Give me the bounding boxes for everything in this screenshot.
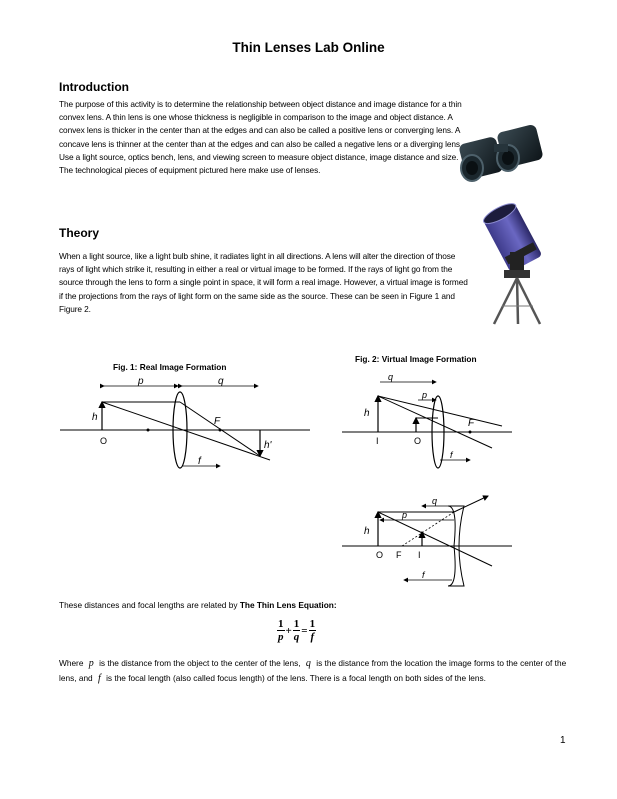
where-text-3: is the distance from the location the image forms to the center of the lens, and [59, 658, 567, 683]
theory-heading: Theory [59, 226, 100, 240]
label-f-point: F [468, 418, 475, 429]
label-q: q [432, 496, 438, 506]
label-p: p [422, 390, 428, 400]
label-f-point: F [214, 416, 221, 427]
page-number: 1 [560, 735, 566, 746]
thin-lens-equation-label: The Thin Lens Equation: [239, 600, 337, 610]
label-f: f [422, 570, 425, 580]
label-f: f [450, 450, 453, 460]
equation-intro [59, 600, 337, 610]
frac-3-denominator: f [310, 631, 315, 643]
label-i: I [376, 436, 379, 446]
label-h: h [92, 412, 98, 423]
label-o: O [100, 436, 108, 446]
equation-intro-text: These distances and focal lengths are related by [59, 600, 240, 610]
frac-2-numerator: 1 [293, 618, 300, 630]
where-text-4: is the focal length (also called focus length) of the lens. There is a focal length on both sides of the lens. [106, 673, 486, 683]
frac-2-denominator: q [293, 631, 300, 643]
where-var-f: f [98, 673, 101, 684]
label-q: q [388, 372, 394, 382]
page-title: Thin Lenses Lab Online [232, 40, 385, 55]
figure-1-caption: Fig. 1: Real Image Formation [113, 362, 227, 372]
plus-sign: + [285, 624, 292, 637]
label-o: O [376, 550, 384, 560]
where-text-2: is the distance from the object to the center of the lens, [99, 658, 301, 668]
where-var-p: p [88, 658, 94, 669]
introduction-heading: Introduction [59, 80, 129, 94]
variable-definitions [59, 656, 579, 686]
label-h-prime: h' [264, 440, 272, 451]
frac-1-numerator: 1 [278, 618, 284, 630]
label-q: q [218, 376, 224, 387]
frac-3-numerator: 1 [309, 618, 316, 630]
equals-sign: = [301, 624, 308, 637]
label-p: p [138, 376, 144, 387]
label-f-point: F [396, 550, 402, 560]
where-var-q: q [305, 658, 311, 669]
label-o: O [414, 436, 422, 446]
figure-2-diagram-bottom [342, 492, 522, 590]
label-i: I [418, 550, 421, 560]
telescope-image [480, 200, 552, 326]
introduction-paragraph: The purpose of this activity is to determine the relationship between object distance and image distance for a thin convex lens. A thin lens is one whose thickness is negligible in comparison to the image and object distance. A convex lens is thicker in the center than at the edges and can also be called a positive lens or converging lens. A concave lens is thinner at the center than at the edges and can also be called a negative lens or a diverging lens. Use a light source, optics bench, lens, and viewing screen to measure object distance, image distance and size. The technological pieces of equipment pictured here make use of lenses. [59, 99, 463, 176]
label-f: f [198, 456, 201, 467]
figure-2-diagram-top [342, 370, 522, 470]
where-text-1: Where [59, 658, 84, 668]
binoculars-image [458, 118, 548, 186]
label-h: h [364, 526, 370, 537]
frac-1-denominator: p [278, 631, 284, 643]
figure-2-caption: Fig. 2: Virtual Image Formation [355, 354, 477, 364]
theory-paragraph: When a light source, like a light bulb shine, it radiates light in all directions. A lens will alter the direction of those rays of light which strike it, resulting in either a real or virtual image to be formed. If the rays of light go from the source through the lens to form a single point in space, it will form a real image. However, a virtual image is formed if the projections from the rays of light form on the same side as the source. These can be seen in Figure 1 and Figure 2. [59, 251, 468, 314]
thin-lens-formula [277, 618, 316, 643]
figure-1-diagram [60, 372, 318, 472]
label-p: p [402, 510, 408, 520]
label-h: h [364, 408, 370, 419]
